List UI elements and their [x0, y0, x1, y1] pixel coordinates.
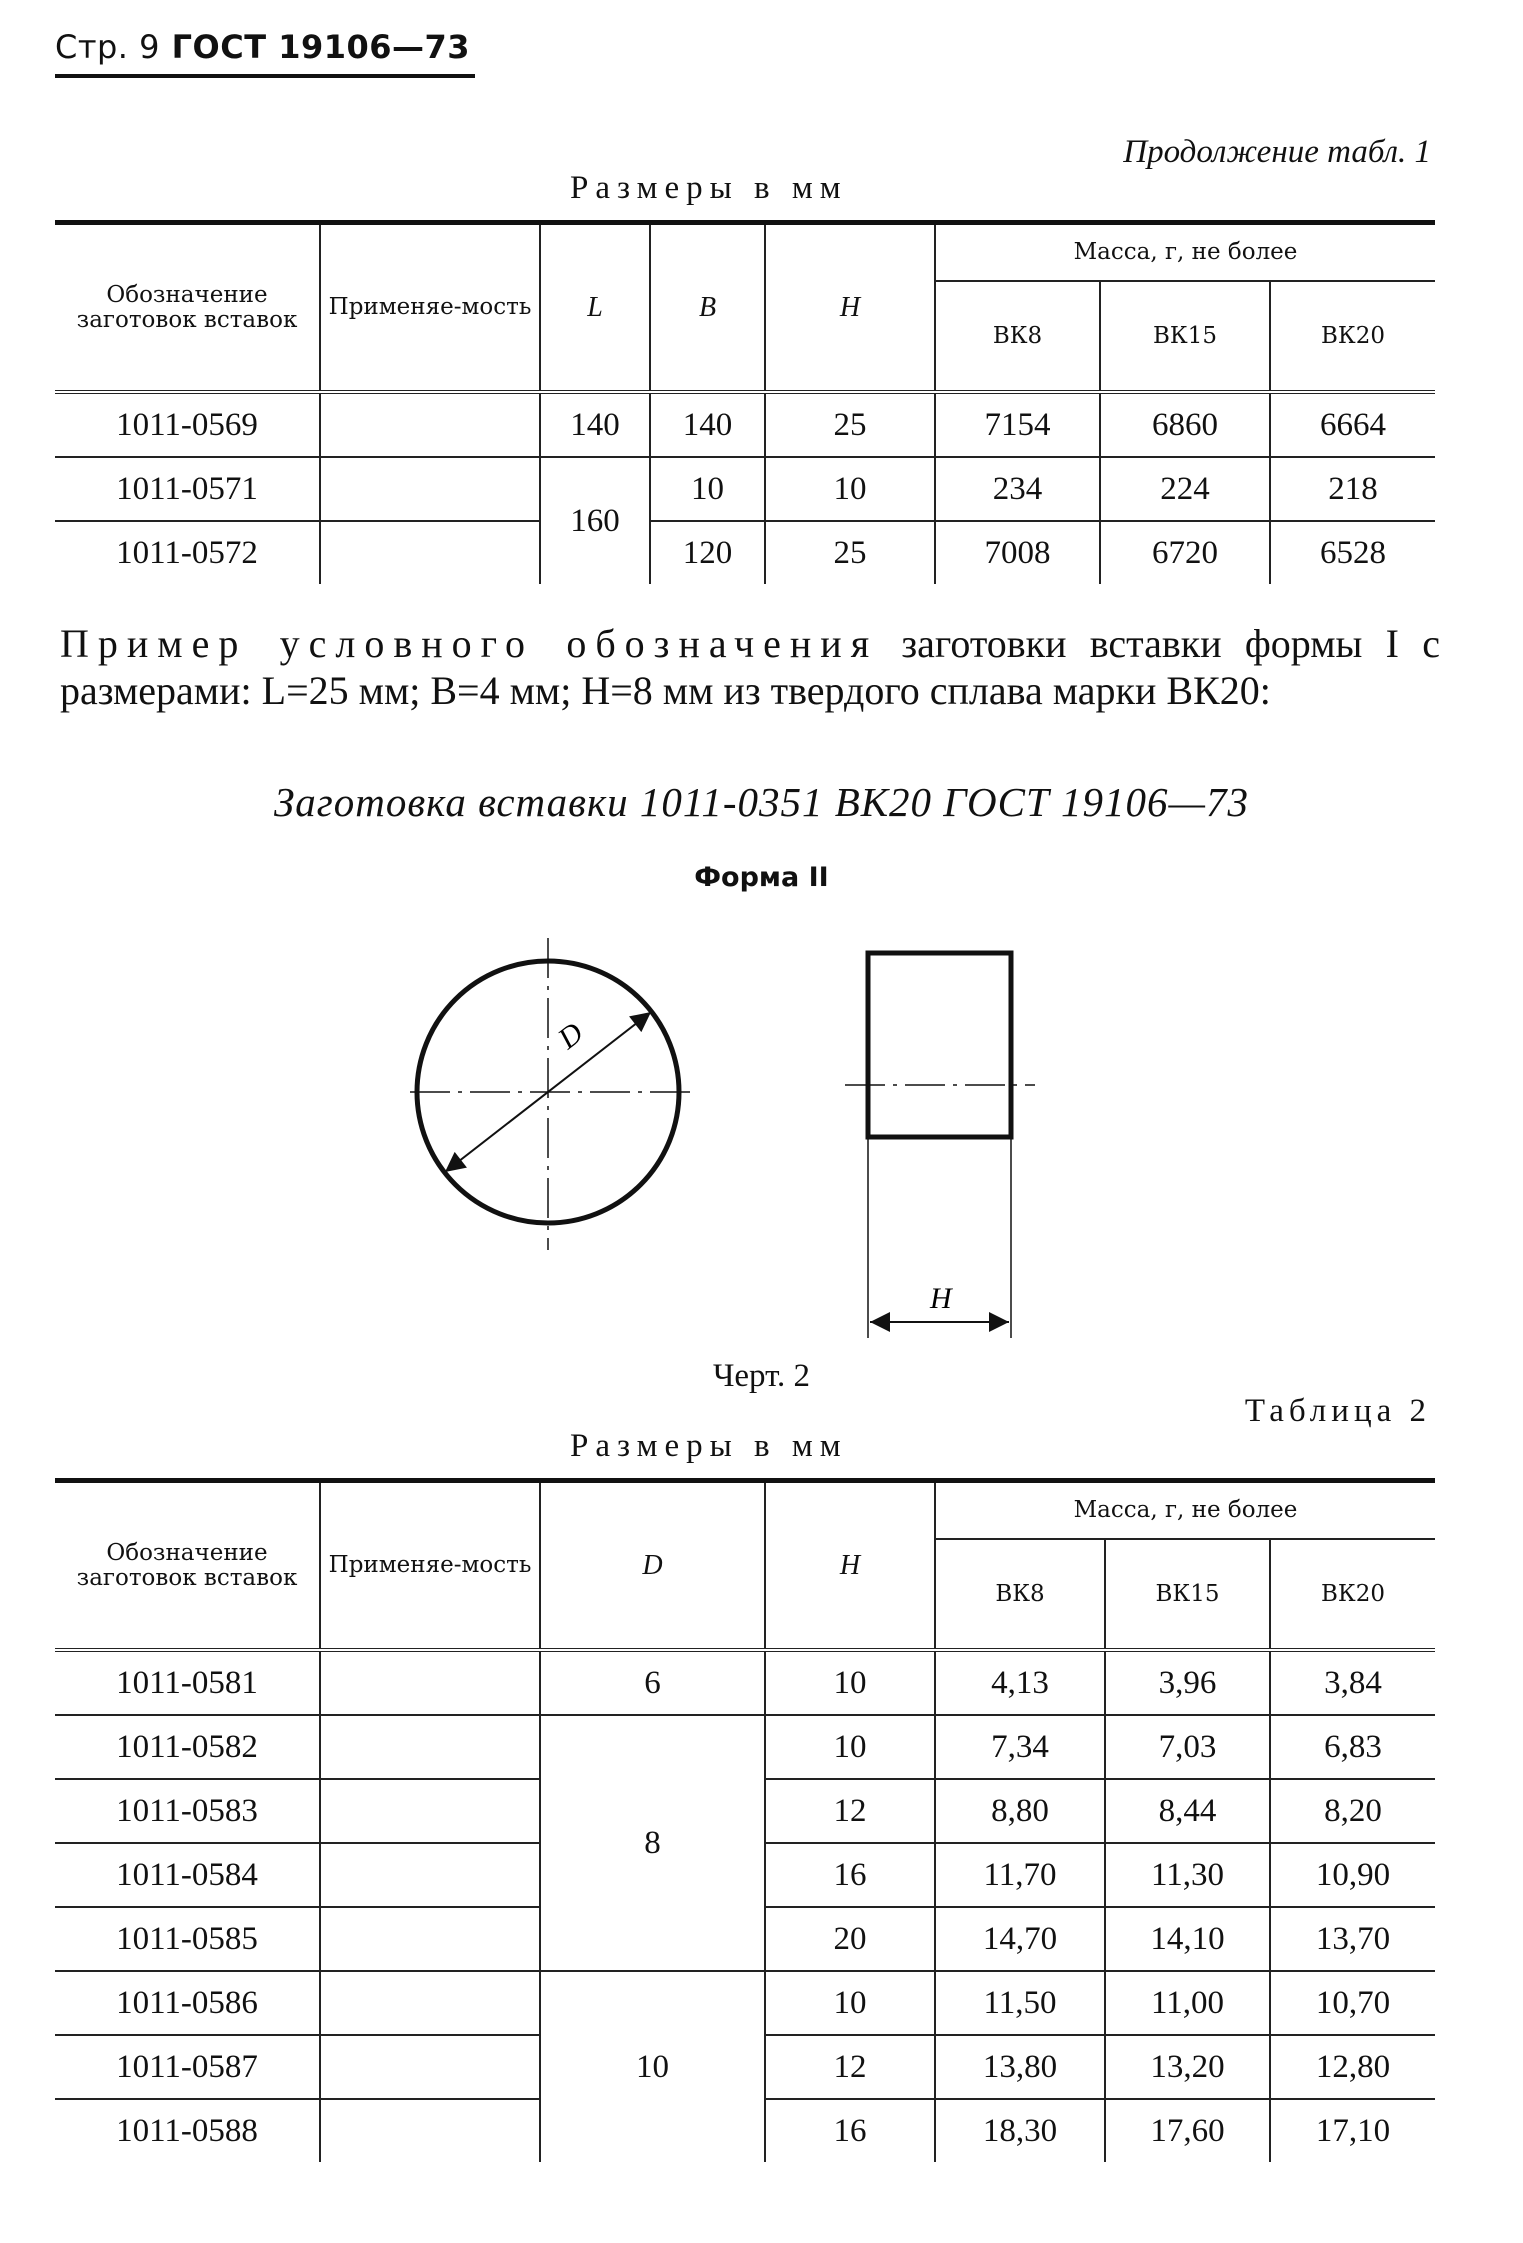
t2-vk15: 13,20 — [1105, 2035, 1270, 2099]
table1-units: Размеры в мм — [570, 170, 848, 206]
t1-vk8: 7008 — [935, 521, 1100, 584]
t2-vk8: 11,50 — [935, 1971, 1105, 2035]
page-header — [55, 28, 470, 66]
page-number: Стр. 9 — [55, 28, 160, 66]
t2-applicability — [320, 1907, 540, 1971]
table-row — [55, 1971, 1435, 2035]
t1-header-B: B — [650, 223, 765, 393]
table-row — [55, 521, 1435, 584]
header-rule — [55, 74, 475, 78]
figure-title: Форма II — [694, 862, 829, 893]
t2-vk8: 8,80 — [935, 1779, 1105, 1843]
table1 — [55, 220, 1435, 584]
t2-H: 16 — [765, 1843, 935, 1907]
circle-view — [410, 938, 690, 1250]
t1-H: 10 — [765, 457, 935, 521]
t2-vk8: 11,70 — [935, 1843, 1105, 1907]
t1-vk8: 7154 — [935, 392, 1100, 457]
t1-header-mass: Масса, г, не более — [935, 223, 1435, 282]
t2-header-vk8: ВК8 — [935, 1539, 1105, 1650]
t2-vk15: 11,30 — [1105, 1843, 1270, 1907]
t2-vk20: 8,20 — [1270, 1779, 1435, 1843]
t2-code: 1011-0585 — [55, 1907, 320, 1971]
t1-vk8: 234 — [935, 457, 1100, 521]
figure-caption: Черт. 2 — [712, 1358, 811, 1394]
t1-vk15: 6720 — [1100, 521, 1270, 584]
t2-applicability — [320, 1843, 540, 1907]
t2-applicability — [320, 2035, 540, 2099]
label-H: H — [930, 1282, 952, 1315]
t2-H: 10 — [765, 1650, 935, 1715]
t2-code: 1011-0584 — [55, 1843, 320, 1907]
t2-header-vk15: ВК15 — [1105, 1539, 1270, 1650]
t2-H: 12 — [765, 1779, 935, 1843]
t2-header-applicability: Применяе-мость — [320, 1481, 540, 1651]
t2-code: 1011-0581 — [55, 1650, 320, 1715]
t1-B: 120 — [650, 521, 765, 584]
t2-vk8: 7,34 — [935, 1715, 1105, 1779]
t2-vk8: 4,13 — [935, 1650, 1105, 1715]
t1-header-vk20: ВК20 — [1270, 281, 1435, 392]
t2-code: 1011-0586 — [55, 1971, 320, 2035]
table1-continuation: Продолжение табл. 1 — [1123, 134, 1431, 170]
t2-applicability — [320, 1650, 540, 1715]
example-body: заготовки вставки формы I с размерами: L=25 мм; B=4 мм; H=8 мм из твердого сплава марки ВК20: — [60, 621, 1440, 713]
example-lead: Пример условного обозначения — [60, 621, 879, 666]
t2-vk8: 18,30 — [935, 2099, 1105, 2162]
cylinder-side-outline — [868, 953, 1011, 1137]
table2-units: Размеры в мм — [570, 1428, 848, 1464]
t1-vk20: 218 — [1270, 457, 1435, 521]
t1-H: 25 — [765, 392, 935, 457]
t1-header-designation: Обозначение заготовок вставок — [76, 281, 298, 333]
t2-header-H: H — [765, 1481, 935, 1651]
t2-D: 10 — [540, 1971, 765, 2162]
t1-code: 1011-0572 — [116, 534, 258, 571]
t1-vk20: 6664 — [1270, 392, 1435, 457]
t2-vk8: 14,70 — [935, 1907, 1105, 1971]
t2-code: 1011-0582 — [55, 1715, 320, 1779]
t1-B: 140 — [650, 392, 765, 457]
t1-L: 140 — [540, 392, 650, 457]
standard-number: ГОСТ 19106—73 — [171, 28, 471, 66]
t2-H: 10 — [765, 1971, 935, 2035]
t2-vk8: 13,80 — [935, 2035, 1105, 2099]
t2-vk20: 3,84 — [1270, 1650, 1435, 1715]
t1-vk20: 6528 — [1270, 521, 1435, 584]
t2-vk15: 7,03 — [1105, 1715, 1270, 1779]
table-row — [55, 1650, 1435, 1715]
t2-H: 16 — [765, 2099, 935, 2162]
t2-vk15: 11,00 — [1105, 1971, 1270, 2035]
t2-vk20: 13,70 — [1270, 1907, 1435, 1971]
t2-vk20: 10,90 — [1270, 1843, 1435, 1907]
table2 — [55, 1478, 1435, 2162]
t2-D: 8 — [540, 1715, 765, 1971]
t2-applicability — [320, 2099, 540, 2162]
t2-header-mass: Масса, г, не более — [935, 1481, 1435, 1540]
t1-applicability — [320, 521, 540, 584]
t2-vk15: 14,10 — [1105, 1907, 1270, 1971]
t2-applicability — [320, 1779, 540, 1843]
label-D: D — [551, 1016, 590, 1056]
example-designation: Заготовка вставки 1011-0351 ВК20 ГОСТ 19106—73 — [273, 779, 1250, 825]
t2-applicability — [320, 1971, 540, 2035]
example-paragraph — [60, 620, 1440, 714]
t2-vk20: 12,80 — [1270, 2035, 1435, 2099]
table2-title: Таблица 2 — [1244, 1393, 1431, 1429]
table-row — [55, 1715, 1435, 1779]
t2-vk15: 17,60 — [1105, 2099, 1270, 2162]
t1-applicability — [320, 392, 540, 457]
t1-B: 10 — [650, 457, 765, 521]
t2-vk15: 8,44 — [1105, 1779, 1270, 1843]
t2-H: 20 — [765, 1907, 935, 1971]
t1-L: 160 — [540, 457, 650, 584]
table-row — [55, 457, 1435, 521]
t1-code: 1011-0571 — [55, 457, 320, 521]
t2-code: 1011-0587 — [55, 2035, 320, 2099]
t2-code: 1011-0588 — [116, 2112, 258, 2149]
t1-header-L: L — [540, 223, 650, 393]
t2-vk20: 10,70 — [1270, 1971, 1435, 2035]
t2-H: 10 — [765, 1715, 935, 1779]
t1-header-vk8: ВК8 — [935, 281, 1100, 392]
drawing-form-2 — [0, 920, 1523, 1350]
t2-D: 6 — [540, 1650, 765, 1715]
t2-header-vk20: ВК20 — [1270, 1539, 1435, 1650]
t2-H: 12 — [765, 2035, 935, 2099]
t2-vk15: 3,96 — [1105, 1650, 1270, 1715]
side-view — [845, 953, 1035, 1338]
t2-vk20: 6,83 — [1270, 1715, 1435, 1779]
t2-header-D: D — [540, 1481, 765, 1651]
table-row — [55, 392, 1435, 457]
t2-header-designation: Обозначение заготовок вставок — [76, 1539, 298, 1591]
t1-header-H: H — [765, 223, 935, 393]
t1-H: 25 — [765, 521, 935, 584]
t1-header-applicability: Применяе-мость — [320, 223, 540, 393]
t1-vk15: 6860 — [1100, 392, 1270, 457]
t1-header-vk15: ВК15 — [1100, 281, 1270, 392]
t1-vk15: 224 — [1100, 457, 1270, 521]
t2-applicability — [320, 1715, 540, 1779]
t2-vk20: 17,10 — [1270, 2099, 1435, 2162]
t2-code: 1011-0583 — [55, 1779, 320, 1843]
t1-code: 1011-0569 — [55, 392, 320, 457]
t1-applicability — [320, 457, 540, 521]
